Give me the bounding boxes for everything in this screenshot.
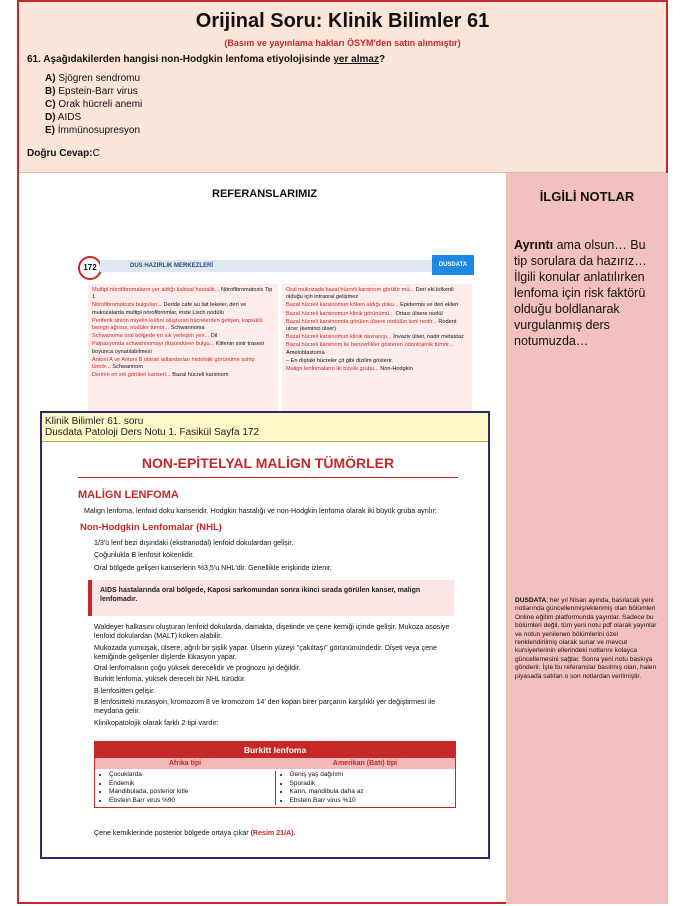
book-page-excerpt (74, 252, 474, 412)
notes-heading: İLGİLİ NOTLAR (539, 189, 635, 204)
notes-body: Ayrıntı ama olsun… Bu tip sorulara da hazırız… İlgili konular anlatılırken lenfoma için risk faktörü olduğu boldlanarak vurgulanmış ders notumuzda… (514, 238, 647, 348)
reference-label-line2: Dusdata Patoloji Ders Notu 1. Fasikül Sayfa 172 (45, 427, 259, 438)
bullet-list-2 (94, 623, 454, 730)
copyright-note: (Basım ve yayınlama hakları ÖSYM'den satın alınmıştır) (224, 38, 461, 48)
list-item: Oral mukozada bazal hücreli karsinom görülür mü... Deri eki kökenli olduğu için intraoral gelişmez (286, 287, 454, 301)
list-item: Bazal hücreli karsinomun klinik davranışı... İnvaziv ülser, nadir metastaz (286, 334, 464, 341)
list-item: • Ebstein Barr virus %10 (290, 797, 456, 806)
burkitt-table (94, 741, 456, 808)
notes-footnote: DUSDATA; her yıl Nisan ayında, basılacak yeni notlarında güncellenmiş/eklenmiş olan bölümleri Online eğitim platformunda yayınlar. Sadece bu bölümleri değil, tüm yeni notu pdf olarak yayınlar ve notun yenilenen bölümlerini özel renklendirilmiş olarak sunar ve mevcut kursiyerlerinin ellerindeki notlarını kolayca güncellemesini sağlar. Sonra yeni notu baskıya gönderir. İşte bu referanslar basılmış olan, halen piyasada satılan o son notlardan verilmiştir. (515, 597, 657, 680)
list-item: Bazal hücreli karsinomda görülen ülsere nodülün ismi nedir... Rodent ulcer (kemirici ülser) (286, 318, 457, 333)
question-underlined: yer almaz (333, 54, 379, 65)
reference-box (40, 411, 490, 859)
aids-note: AIDS hastalarında oral bölgede, Kaposi sarkomundan sonra ikinci sırada görülen kanser, malign lenfomadır. (88, 580, 454, 616)
divider (78, 477, 458, 478)
list-item: Oral bölgede gelişen kanserlerin %3,5'u NHL'dir. Genellikle erişkinde izlenir. (94, 563, 332, 572)
list-item: Waldeyer halkasını oluşturan lenfoid dokularda, damakta, dişetinde ve çene kemiği içinde gelişir. Mukoza asosiye lenfoid dokulardan (MALT) köken alabilir. (94, 623, 450, 641)
list-item: • Mandibulada, posterior kitle (109, 788, 275, 797)
list-item: Palpasyonda schwannomayı düşündüren bulgu... Kitlenin sinir trasesi boyunca oynatılabilmesi (92, 341, 264, 355)
list-item: Schwanoma oral bölgede en sık yerleşim yeri... Dil (92, 333, 218, 340)
question-prefix: 61. Aşağıdakilerden hangisi non-Hodgkin lenfoma etiyolojisinde (27, 54, 334, 65)
table-col-africa: Afrika tipi (95, 758, 275, 769)
option-c: C) Orak hücreli anemi (45, 99, 143, 110)
list-item: Antoni A ve Antoni B olarak adlandırılan histolojik görünüme sahip tümör... Schwannom (92, 356, 255, 371)
table-body (95, 769, 455, 807)
table-header-row (95, 758, 455, 769)
question-text (27, 54, 385, 65)
book-left-column (88, 284, 278, 412)
list-item: Burkitt lenfoma, yüksek dereceli bir NHL türüdür. (94, 675, 246, 684)
list-item: • Geniş yaş dağılımı (290, 771, 456, 780)
list-item: • Endemik (109, 780, 275, 789)
book-header: DUS HAZIRLIK MERKEZLERİ (100, 260, 436, 272)
africa-list (95, 771, 275, 805)
list-item: • Çocuklarda (109, 771, 275, 780)
list-item: Bazal hücreli karsinom ile benzerlikler gösteren odontojenik tümör... Ameloblastoma (286, 342, 454, 356)
bullet-list-1 (94, 539, 454, 576)
list-item: • Ebstein Barr virus %90 (109, 797, 275, 806)
reference-title: NON-EPİTELYAL MALİGN TÜMÖRLER (141, 455, 395, 471)
reference-label-line1: Klinik Bilimler 61. soru (45, 416, 144, 427)
page-title: Orijinal Soru: Klinik Bilimler 61 (195, 10, 490, 32)
option-d: D) AIDS (45, 112, 82, 123)
list-item: Malign lenfomaların iki büyük grubu... Non-Hodgkin (286, 366, 413, 373)
intro-text: Malign lenfoma, lenfoid doku kanseridir. Hodgkin hastalığı ve non-Hodgkin lenfoma olarak iki büyük gruba ayrılır: (84, 507, 437, 515)
list-item: Nörofibromatozis bulguları... Deride cafe au lait lekeler, deri ve mukozalarda multipl nörofibromlar, iriste Lisch nodülü (92, 302, 247, 316)
correct-answer: Doğru Cevap:C (27, 148, 100, 159)
list-item: Mukozada yumuşak, ülsere, ağrılı bir şişlik yapar. Ülserin yüzeyi "çakıltaşı" görünümündedir. Dişeti veya çene kemiğinde gelişenler dişlerde lükasyon yapar. (94, 643, 437, 661)
question-header (19, 2, 666, 173)
list-item: 1/3'ü lenf bezi dışındaki (ekstranodal) lenfoid dokulardan gelişir. (94, 539, 294, 547)
list-item: B lenfositteki mutasyon, kromozom 8 ve kromozom 14' den kopan birer parçanın karşılıklı yer değiştirmesi ile meydana gelir. (94, 698, 436, 716)
section-heading: MALİGN LENFOMA (78, 489, 179, 501)
table-col-american: Amerikan (Batı) tipi (275, 758, 455, 769)
page-frame (17, 0, 668, 904)
answer-options (45, 72, 142, 137)
dusdata-logo: DUSDATA (432, 255, 474, 275)
list-item: Klinikopatolojik olarak farklı 2 tipi vardır: (94, 718, 219, 727)
option-b: B) Epstein-Barr virus (45, 86, 138, 97)
list-item: • Karın, mandibula daha az (290, 788, 456, 797)
question-suffix: ? (378, 54, 386, 65)
list-item: Derinin en sık görülen kanseri... Bazal hücreli karsinom (92, 372, 229, 379)
list-item: • Sporadik (290, 780, 456, 789)
list-item: – En dıştaki hücreler çit gibi dizilim gösterir. (286, 357, 393, 364)
option-a: A) Sjögren sendromu (45, 73, 141, 84)
list-item: Bazal hücreli karsinomun köken aldığı doku... Epidermis ve deri ekleri (286, 302, 459, 309)
list-item: Çoğunlukla B lenfosit kökenlidir. (94, 551, 195, 560)
list-item: B lenfositten gelişir. (94, 686, 156, 695)
table-title: Burkitt lenfoma (95, 742, 455, 758)
reference-label (42, 413, 488, 442)
references-heading: REFERANSLARIMIZ (212, 188, 318, 200)
reference-page (78, 443, 458, 858)
option-e: E) İmmünosupresyon (45, 125, 141, 136)
list-item: Periferik sinirin miyelin kılıfını oluşturan hücrelerden gelişen, kapsüllü benign ağrısız, nodüler tümör... Schwannoma (92, 317, 263, 332)
page-number: 172 (78, 256, 102, 280)
book-right-column (282, 284, 472, 412)
list-item: Bazal hücreli karsinomun klinik görünümü... Ortası ülsere nodül (286, 310, 443, 317)
subsection-heading: Non-Hodgkin Lenfomalar (NHL) (80, 522, 222, 533)
list-item: Oral lenfomaların çoğu yüksek derecelidir ve prognozu iyi değildir. (94, 664, 301, 673)
american-list (275, 771, 456, 805)
footer-text: Çene kemiklerinde posterior bölgede ortaya çıkar (Resim 21/A). (94, 829, 296, 837)
list-item: Multipl nörofibromaların yer aldığı kalıtsal hastalık... Nörofibromatozis Tip 1 (92, 287, 273, 301)
notes-panel (506, 173, 668, 904)
